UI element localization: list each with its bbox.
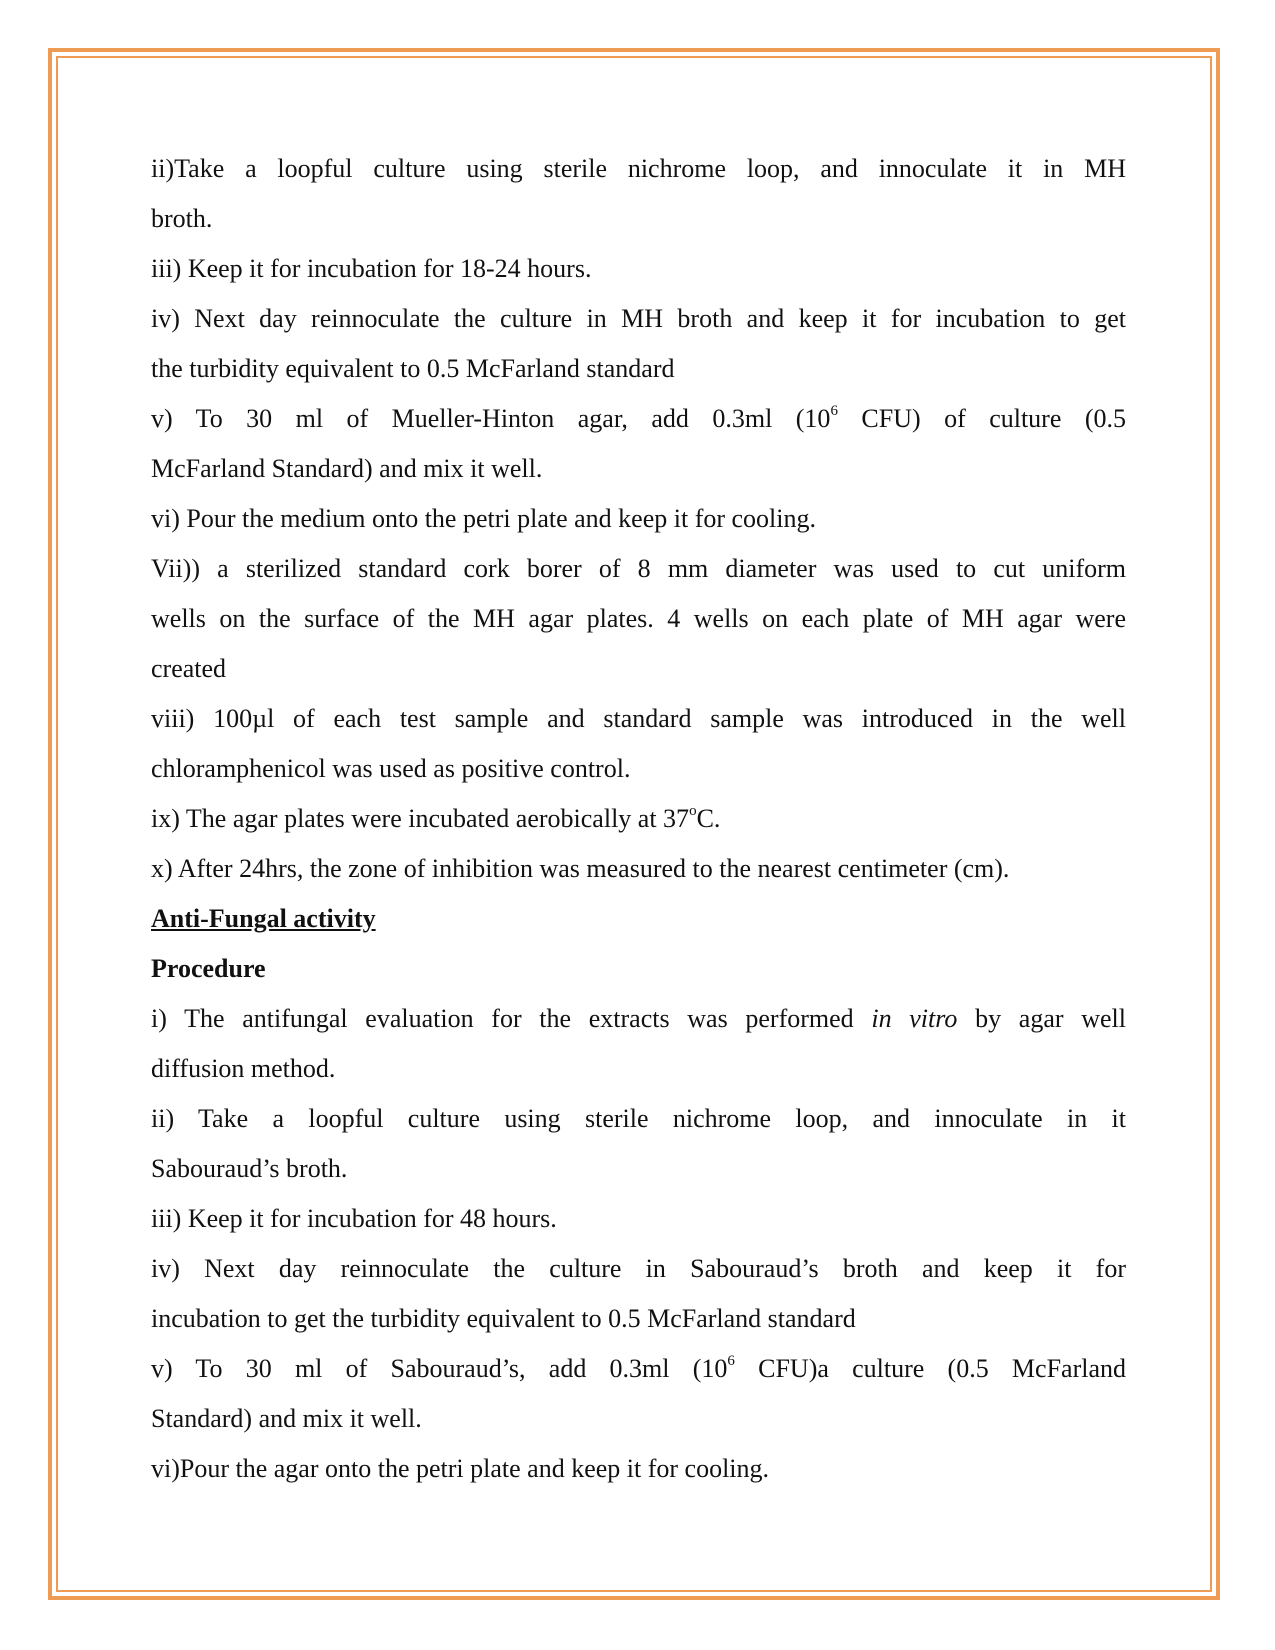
text-line: vi) Pour the medium onto the petri plate and keep it for cooling.	[151, 504, 817, 533]
text-line	[151, 794, 1126, 844]
text-line: ii) Take a loopful culture using sterile nichrome loop, and innoculate in it	[151, 1104, 1126, 1133]
text-line: iv) Next day reinnoculate the culture in Sabouraud’s broth and keep it for	[151, 1254, 1126, 1283]
text-line: Standard) and mix it well.	[151, 1404, 422, 1433]
text-line	[151, 394, 1126, 444]
subsection-heading: Procedure	[151, 954, 266, 983]
text-line: McFarland Standard) and mix it well.	[151, 454, 543, 483]
text-line: x) After 24hrs, the zone of inhibition was measured to the nearest centimeter (cm).	[151, 854, 1010, 883]
text-line: ii)Take a loopful culture using sterile nichrome loop, and innoculate it in MH	[151, 154, 1126, 183]
text-span: v) To 30 ml of Mueller-Hinton agar, add 0.3ml (10	[151, 404, 831, 433]
text-line: iii) Keep it for incubation for 18-24 hours.	[151, 254, 592, 283]
text-line: Vii)) a sterilized standard cork borer of 8 mm diameter was used to cut uniform	[151, 554, 1126, 583]
text-line: the turbidity equivalent to 0.5 McFarland standard	[151, 354, 675, 383]
italic-span: in vitro	[871, 1004, 958, 1033]
text-span: CFU) of culture (0.5	[837, 404, 1126, 433]
text-line: iv) Next day reinnoculate the culture in MH broth and keep it for incubation to get	[151, 304, 1126, 333]
text-span: CFU)a culture (0.5 McFarland	[734, 1354, 1127, 1383]
text-line: Sabouraud’s broth.	[151, 1154, 348, 1183]
text-line: chloramphenicol was used as positive control.	[151, 754, 631, 783]
text-line: wells on the surface of the MH agar plates. 4 wells on each plate of MH agar were	[151, 604, 1126, 633]
superscript: 6	[727, 1353, 735, 1369]
text-line: diffusion method.	[151, 1054, 336, 1083]
text-line: broth.	[151, 204, 213, 233]
text-line	[151, 994, 1126, 1044]
text-line: created	[151, 654, 227, 683]
text-line: iii) Keep it for incubation for 48 hours.	[151, 1204, 557, 1233]
text-span: i) The antifungal evaluation for the extracts was performed	[151, 1004, 872, 1033]
text-line: incubation to get the turbidity equivalent to 0.5 McFarland standard	[151, 1304, 856, 1333]
text-line: vi)Pour the agar onto the petri plate and keep it for cooling.	[151, 1454, 770, 1483]
section-heading: Anti-Fungal activity	[151, 904, 376, 933]
text-span: ix) The agar plates were incubated aerobically at 37	[151, 804, 690, 833]
superscript: o	[689, 803, 697, 819]
text-line	[151, 1344, 1126, 1394]
text-span: v) To 30 ml of Sabouraud’s, add 0.3ml (10	[151, 1354, 728, 1383]
superscript: 6	[830, 403, 838, 419]
text-span: by agar well	[957, 1004, 1126, 1033]
document-body	[151, 144, 1126, 1494]
text-line: viii) 100µl of each test sample and standard sample was introduced in the well	[151, 704, 1126, 733]
text-span: C.	[696, 804, 721, 833]
